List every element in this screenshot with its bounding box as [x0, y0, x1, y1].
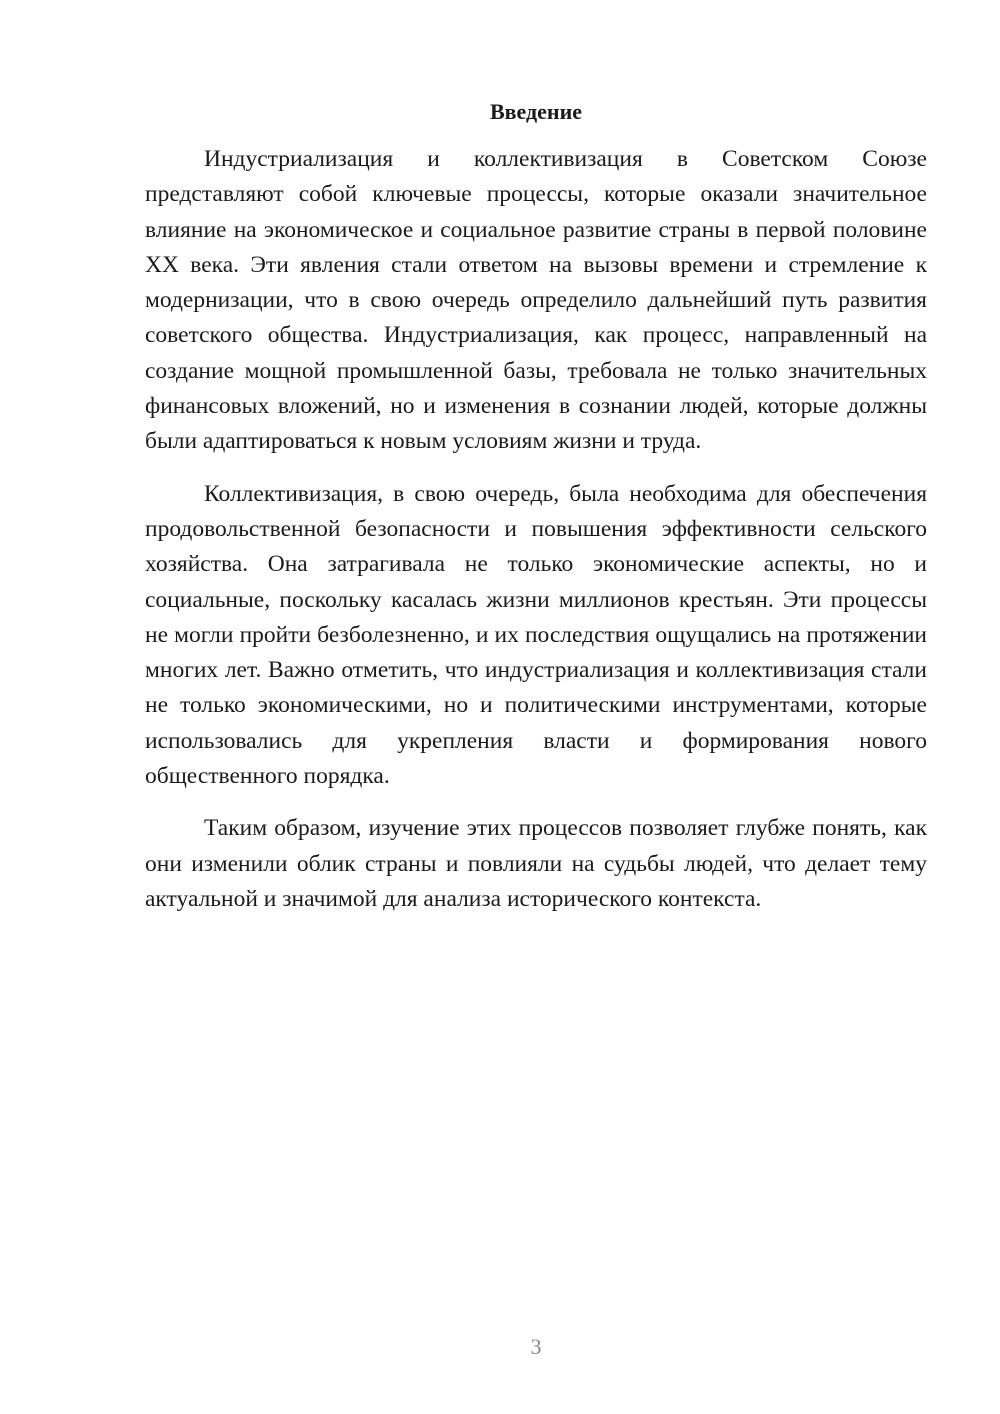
page-title: Введение	[489, 99, 583, 124]
paragraph-3: Таким образом, изучение этих процессов позволяет глубже понять, как они изменили облик страны и повлияли на судьбы людей, что делает тему актуальной и значимой для анализа исторического контекста.	[145, 815, 927, 912]
document-body	[145, 142, 927, 934]
page-number: 3	[530, 1334, 542, 1359]
paragraph-2: Коллективизация, в свою очередь, была необходима для обеспечения продовольственной безопасности и повышения эффективности сельского хозяйства. Она затрагивала не только экономические аспекты, но и социальные, поскольку касалась жизни миллионов крестьян. Эти процессы не могли пройти безболезненно, и их последствия ощущались на протяжении многих лет. Важно отметить, что индустриализация и коллективизация стали не только экономическими, но и политическими инструментами, которые использовались для укрепления власти и формирования нового общественного порядка.	[145, 480, 927, 790]
paragraph-1: Индустриализация и коллективизация в Советском Союзе представляют собой ключевые процессы, которые оказали значительное влияние на экономическое и социальное развитие страны в первой половине XX века. Эти явления стали ответом на вызовы времени и стремление к модернизации, что в свою очередь определило дальнейший путь развития советского общества. Индустриализация, как процесс, направленный на создание мощной промышленной базы, требовала не только значительных финансовых вложений, но и изменения в сознании людей, которые должны были адаптироваться к новым условиям жизни и труда.	[145, 146, 927, 455]
